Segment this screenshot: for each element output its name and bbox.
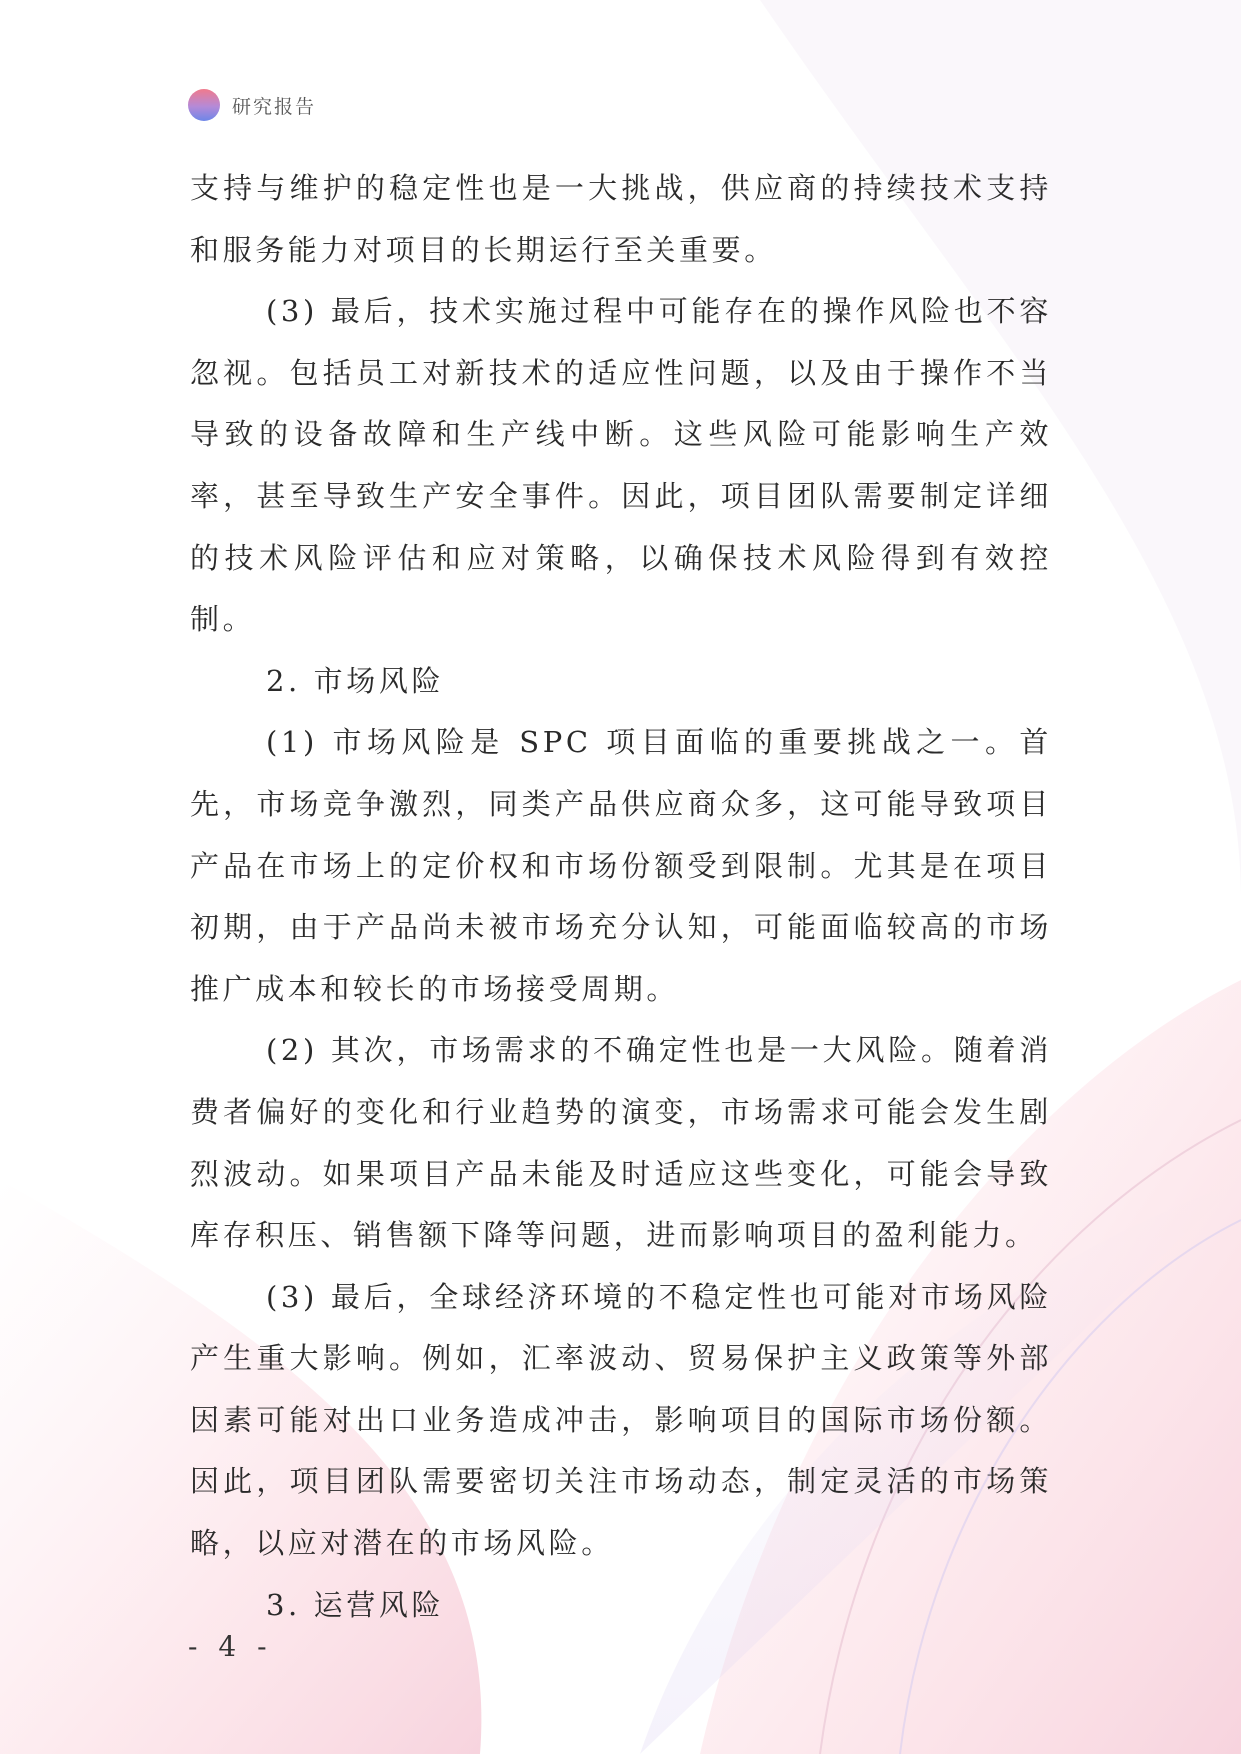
section-heading: 2. 市场风险 bbox=[266, 663, 445, 698]
page-number: - 4 - bbox=[188, 1630, 273, 1663]
paragraph: (3) 最后，技术实施过程中可能存在的操作风险也不容忽视。包括员工对新技术的适应性问题，以及由于操作不当导致的设备故障和生产线中断。这些风险可能影响生产效率，甚至导致生产安全事件。因此，项目团队需要制定详细的技术风险评估和应对策略，以确保技术风险得到有效控制。 bbox=[190, 294, 1052, 637]
logo-circle-icon bbox=[188, 89, 220, 121]
paragraph: (3) 最后，全球经济环境的不稳定性也可能对市场风险产生重大影响。例如，汇率波动、贸易保护主义政策等外部因素可能对出口业务造成冲击，影响项目的国际市场份额。因此，项目团队需要密切关注市场动态，制定灵活的市场策略，以应对潜在的市场风险。 bbox=[190, 1279, 1052, 1561]
document-body bbox=[190, 158, 1052, 1636]
paragraph: (1) 市场风险是 SPC 项目面临的重要挑战之一。首先，市场竞争激烈，同类产品供应商众多，这可能导致项目产品在市场上的定价权和市场份额受到限制。尤其是在项目初期，由于产品尚未被市场充分认知，可能面临较高的市场推广成本和较长的市场接受周期。 bbox=[190, 725, 1052, 1006]
section-heading: 3. 运营风险 bbox=[266, 1587, 445, 1622]
report-header bbox=[188, 88, 316, 122]
header-title: 研究报告 bbox=[232, 95, 317, 118]
paragraph: (2) 其次，市场需求的不确定性也是一大风险。随着消费者偏好的变化和行业趋势的演变，市场需求可能会发生剧烈波动。如果项目产品未能及时适应这些变化，可能会导致库存积压、销售额下降等问题，进而影响项目的盈利能力。 bbox=[190, 1033, 1052, 1253]
paragraph: 支持与维护的稳定性也是一大挑战，供应商的持续技术支持和服务能力对项目的长期运行至关重要。 bbox=[190, 171, 1052, 267]
